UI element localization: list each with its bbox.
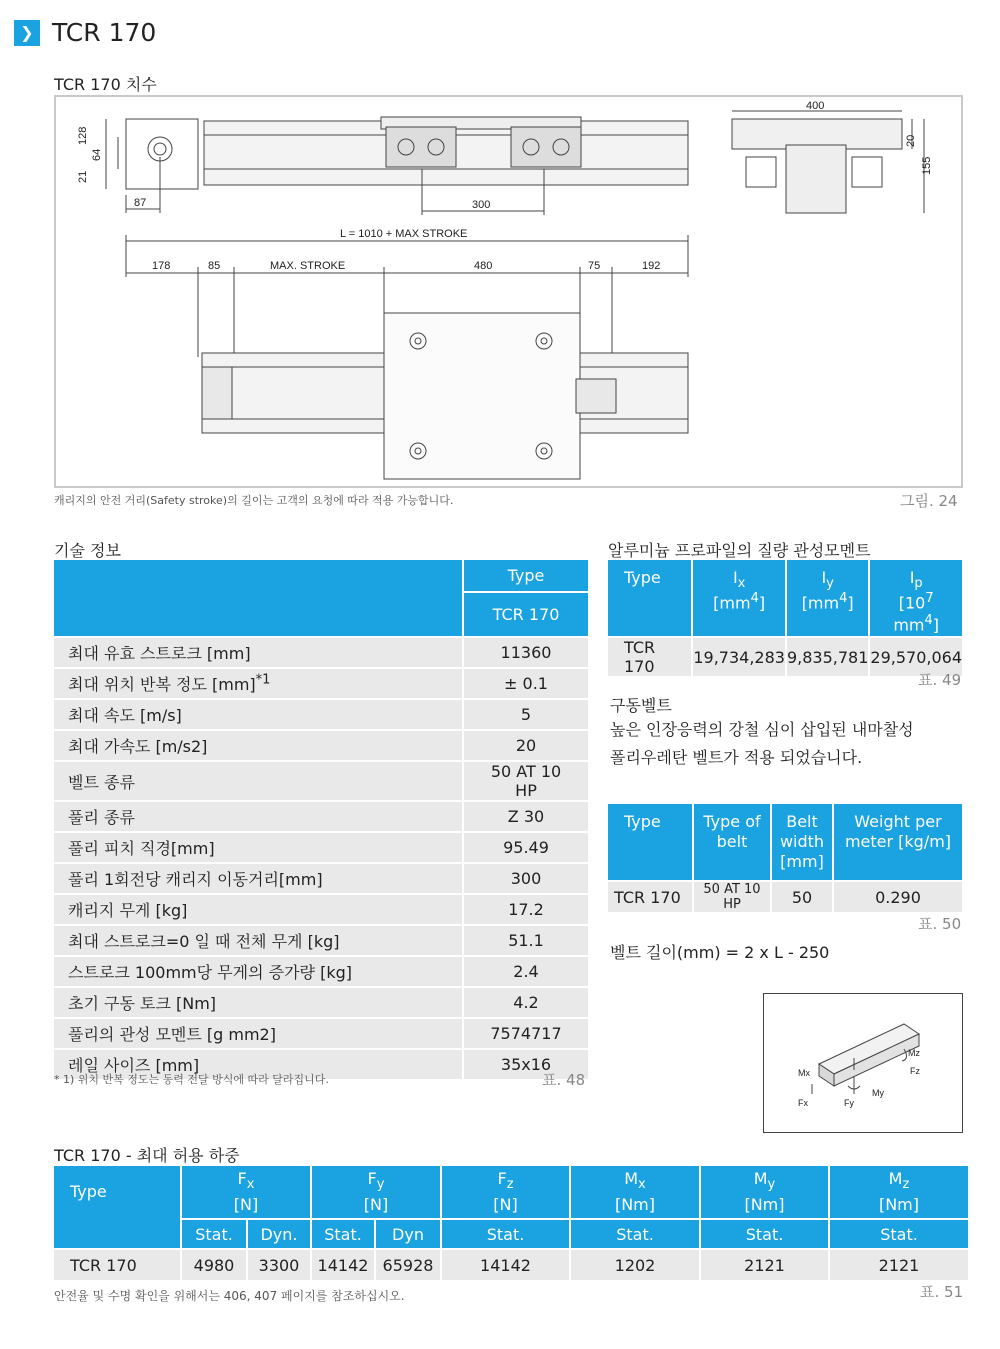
loads-table [52, 1164, 970, 1282]
my-label: My [872, 1088, 884, 1098]
mx-stat-header: Stat. [616, 1224, 654, 1244]
table-number-48: 표. 48 [542, 1071, 586, 1089]
inertia-heading: 알루미늄 프로파일의 질량 관성모멘트 [608, 541, 871, 560]
belt-length-formula: 벨트 길이(mm) = 2 x L - 250 [610, 943, 830, 962]
figure-number: 그림. 24 [900, 492, 958, 510]
fz-stat-header: Stat. [486, 1224, 525, 1244]
dim-75: 75 [588, 260, 601, 272]
row-label: 최대 스트로크=0 일 때 전체 무게 [kg] [68, 932, 340, 951]
dim-400: 400 [806, 100, 825, 112]
row-value: 300 [510, 869, 542, 888]
row-value: 11360 [500, 643, 552, 662]
belt-table [606, 802, 964, 914]
row-label: 초기 구동 토크 [Nm] [68, 994, 217, 1013]
page-title: TCR 170 [52, 18, 157, 47]
row-label: 최대 유효 스트로크 [mm] [68, 644, 251, 663]
row-value: 17.2 [508, 900, 544, 919]
dim-480: 480 [474, 260, 493, 272]
inertia-row-type: TCR 170 [624, 638, 656, 676]
chevron-right-icon: ❯ [14, 20, 40, 46]
belt-row-type: TCR 170 [614, 887, 681, 907]
row-label: 풀리의 관성 모멘트 [g mm2] [68, 1025, 276, 1044]
fy-header: $F_y$ [N] [363, 1168, 389, 1215]
row-label: 벨트 종류 [68, 772, 135, 792]
table-number-51: 표. 51 [920, 1283, 964, 1301]
row-value: ± 0.1 [504, 674, 548, 693]
mx-header: $M_x$ [Nm] [614, 1168, 656, 1215]
row-label: 풀리 피치 직경[mm] [68, 839, 215, 858]
row-label: 최대 가속도 [m/s2] [68, 737, 208, 756]
table-number-50: 표. 50 [918, 915, 962, 933]
row-value: 35x16 [500, 1055, 552, 1074]
my-header: $M_y$ [Nm] [744, 1168, 785, 1215]
fx-label: Fx [798, 1098, 808, 1108]
loads-note: 안전율 및 수명 확인을 위해서는 406, 407 페이지를 참조하십시오. [54, 1289, 405, 1303]
tech-info-table [52, 558, 590, 1081]
dim-21: 21 [77, 170, 89, 183]
header-blank [54, 560, 462, 636]
row-label: 최대 속도 [m/s] [68, 706, 182, 725]
inertia-iy-header: $I_y$ $[mm^4]$ [801, 568, 854, 613]
dim-192: 192 [642, 260, 661, 272]
fy-dyn-value: 65928 [382, 1255, 434, 1275]
dim-85: 85 [208, 260, 221, 272]
inertia-type-header: Type [624, 568, 661, 587]
row-label: 캐리지 무게 [kg] [68, 901, 188, 920]
drawing-note: 캐리지의 안전 거리(Safety stroke)의 길이는 고객의 요청에 따라 적용 가능합니다. [54, 494, 454, 507]
inertia-row-ip: 29,570,064 [870, 647, 962, 667]
dim-20: 20 [905, 134, 917, 147]
dim-64: 64 [91, 148, 103, 161]
fx-dyn-value: 3300 [258, 1255, 300, 1275]
fy-dyn-header: Dyn [392, 1224, 424, 1244]
belt-width-header: Belt width [mm] [779, 812, 825, 871]
my-stat-value: 2121 [744, 1255, 785, 1275]
fy-label: Fy [844, 1098, 854, 1108]
row-label: 레일 사이즈 [mm] [68, 1056, 200, 1075]
mz-stat-header: Stat. [880, 1224, 918, 1244]
row-label: 풀리 종류 [68, 808, 135, 827]
tech-note: * 1) 위치 반복 정도는 동력 전달 방식에 따라 달라집니다. [54, 1073, 329, 1086]
dim-178: 178 [152, 260, 171, 272]
mz-header: $M_z$ [Nm] [878, 1168, 920, 1215]
row-value: Z 30 [507, 807, 545, 826]
row-value: 7574717 [490, 1024, 562, 1043]
page-header [14, 18, 156, 47]
loads-row-type: TCR 170 [70, 1255, 137, 1275]
fx-header: $F_x$ [N] [233, 1168, 259, 1215]
belt-weight-header: Weight per meter [kg/m] [844, 812, 952, 851]
inertia-ix-header: $I_x$ $[mm^4]$ [713, 568, 766, 613]
tech-info-heading: 기술 정보 [54, 541, 121, 560]
belt-row-width: 50 [791, 887, 813, 907]
belt-type-header: Type [624, 812, 661, 831]
dimensions-heading: TCR 170 치수 [54, 75, 157, 94]
dim-max-stroke: MAX. STROKE [270, 260, 346, 272]
row-value: 50 AT 10 HP [490, 762, 562, 800]
mx-label: Mx [798, 1068, 810, 1078]
dim-128: 128 [77, 126, 89, 145]
loads-heading: TCR 170 - 최대 허용 하중 [54, 1146, 240, 1165]
belt-row-typeofbelt: 50 AT 10 HP [703, 882, 761, 912]
dim-155: 155 [921, 156, 933, 175]
fy-stat-header: Stat. [324, 1224, 362, 1244]
belt-row-weight: 0.290 [875, 887, 921, 907]
dim-87: 87 [134, 197, 147, 209]
fy-stat-value: 14142 [317, 1255, 369, 1275]
inertia-table [606, 558, 964, 678]
table-number-49: 표. 49 [918, 671, 962, 689]
inertia-ip-header: $I_p$ [$10^7$ $mm^4$] [893, 568, 940, 634]
loads-type-header: Type [70, 1182, 107, 1201]
type-header: Type [464, 560, 588, 591]
row-value: 2.4 [513, 962, 539, 981]
belt-description: 높은 인장응력의 강철 심이 삽입된 내마찰성 폴리우레탄 벨트가 적용 되었습니다. [610, 720, 914, 767]
fz-header: $F_z$ [N] [493, 1168, 518, 1215]
row-value: 5 [520, 705, 532, 724]
fz-stat-value: 14142 [480, 1255, 531, 1275]
fx-stat-header: Stat. [195, 1224, 233, 1244]
belt-heading: 구동벨트 [610, 696, 672, 715]
fz-label: Fz [910, 1066, 920, 1076]
fx-dyn-header: Dyn. [260, 1224, 298, 1244]
inertia-row-ix: 19,734,283 [693, 647, 785, 667]
mx-stat-value: 1202 [614, 1255, 656, 1275]
my-stat-header: Stat. [745, 1224, 784, 1244]
inertia-row-iy: 9,835,781 [786, 647, 869, 667]
dim-total-length: L = 1010 + MAX STROKE [340, 228, 468, 240]
row-label: 스트로크 100mm당 무게의 증가량 [kg] [68, 963, 352, 982]
type-value: TCR 170 [464, 593, 588, 636]
row-value: 4.2 [513, 993, 539, 1012]
dim-300: 300 [472, 199, 491, 211]
row-value: 20 [515, 736, 537, 755]
row-label: 최대 위치 반복 정도 [mm]$^{*1}$ [68, 672, 271, 694]
row-value: 51.1 [508, 931, 544, 950]
belt-typeofbelt-header: Type of belt [703, 812, 761, 851]
mz-stat-value: 2121 [878, 1255, 920, 1275]
load-axes-figure [763, 993, 963, 1133]
row-label: 풀리 1회전당 캐리지 이동거리[mm] [68, 870, 323, 889]
dimension-drawing [54, 95, 963, 488]
row-value: 95.49 [503, 838, 549, 857]
fx-stat-value: 4980 [193, 1255, 235, 1275]
mz-label: Mz [908, 1048, 920, 1058]
